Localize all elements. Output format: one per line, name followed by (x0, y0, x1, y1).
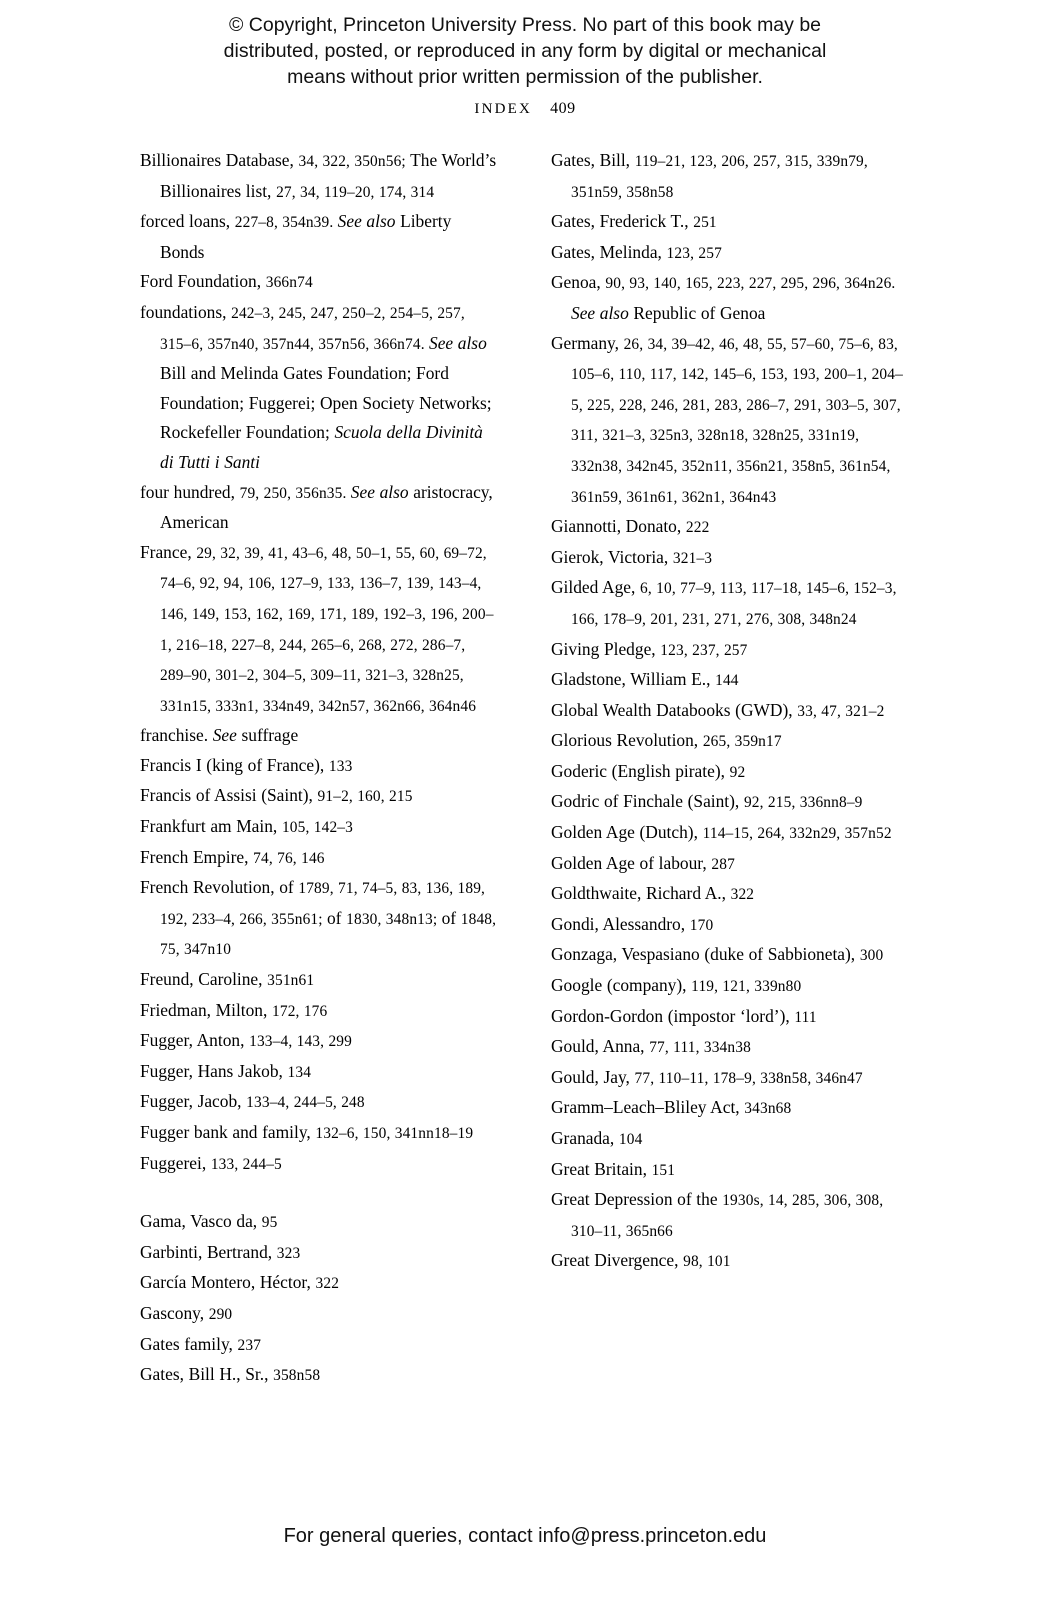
index-term: Great Divergence, (551, 1250, 684, 1271)
index-locators: 92 (729, 763, 746, 781)
index-term: Gascony, (140, 1302, 209, 1323)
index-term: Gama, Vasco da, (140, 1211, 262, 1232)
index-term: French Revolution, of (140, 877, 299, 898)
index-entry (140, 1299, 499, 1330)
index-entry (551, 910, 910, 941)
index-locators: 111 (794, 1008, 817, 1026)
running-head (0, 100, 1050, 118)
index-locators: 251 (693, 214, 717, 232)
index-entry (551, 971, 910, 1002)
index-term: Liberty Bonds (160, 211, 452, 262)
index-entry (551, 635, 910, 666)
index-entry (551, 665, 910, 696)
copyright-line-1: © Copyright, Princeton University Press. No part of this book may be (228, 14, 822, 36)
index-term: Fugger bank and family, (140, 1122, 316, 1142)
index-entry (551, 818, 910, 849)
index-locators: 119–21, 123, 206, 257, 315, 339n79, 351n59, 358n58 (571, 153, 868, 201)
index-entry (140, 965, 499, 996)
index-entry (551, 1002, 910, 1033)
index-locators: 27, 34, 119–20, 174, 314 (276, 183, 435, 201)
page-number: 409 (550, 100, 576, 117)
index-term: of (441, 907, 461, 928)
index-locators: 74, 76, 146 (253, 849, 325, 867)
index-entry (551, 238, 910, 269)
index-locators: 79, 250, 356n35. (239, 484, 351, 502)
index-entry (551, 268, 910, 328)
index-locators: 1930s, 14, 285, 306, 308, 310–11, 365n66 (571, 1192, 884, 1240)
index-entry (551, 1155, 910, 1186)
index-locators: 6, 10, 77–9, 113, 117–18, 145–6, 152–3, 166, 178–9, 201, 231, 271, 276, 308, 348n24 (571, 580, 897, 628)
index-entry (551, 1246, 910, 1277)
index-locators: 29, 32, 39, 41, 43–6, 48, 50–1, 55, 60, 69–72, 74–6, 92, 94, 106, 127–9, 133, 136–7, 139, 143–4, 146, 149, 153, 162, 169, 171, 189, 192–3, 196, 200–1, 216–18, 227–8, 244, 265–6, 268, 272, 286–7, 289–90, 301–2, 304–5, 309–11, 321–3, 328n25, 331n15, 333n1, 334n49, 342n57, 362n66, 364n46 (160, 544, 494, 715)
index-term: Great Depression of the (551, 1189, 723, 1210)
index-term: Godric of Finchale (Saint), (551, 791, 744, 812)
index-locators: 90, 93, 140, 165, 223, 227, 295, 296, 364n26. (605, 275, 896, 293)
index-locators: 114–15, 264, 332n29, 357n52 (702, 825, 892, 843)
index-term: Gondi, Alessandro, (551, 913, 690, 934)
index-entry (551, 512, 910, 543)
index-term: Great Britain, (551, 1158, 652, 1179)
index-crossref: See also (429, 332, 487, 353)
index-locators: 237 (237, 1336, 262, 1354)
index-term: Bill and Melinda Gates Foundation; Ford Foundation; Fuggerei; Open Society Networks; Rockefeller Foundation; (160, 363, 492, 443)
index-term: Global Wealth Databooks (GWD), (551, 699, 798, 720)
index-locators: 300 (859, 947, 884, 965)
index-locators: 123, 237, 257 (660, 641, 748, 659)
index-column-right (551, 146, 910, 1391)
index-crossref: See also (337, 211, 396, 232)
index-term: Gonzaga, Vespasiano (duke of Sabbioneta), (551, 944, 860, 965)
index-locators: 227–8, 354n39. (234, 214, 338, 232)
index-term: Giannotti, Donato, (551, 516, 686, 537)
index-crossref: See (212, 725, 237, 746)
index-term: Fugger, Anton, (140, 1030, 250, 1051)
index-entry (140, 538, 499, 722)
index-locators: 104 (618, 1131, 643, 1148)
copyright-line-3: means without prior written permission of the publisher. (287, 66, 763, 88)
index-entry (140, 873, 499, 965)
index-locators: 133–4, 244–5, 248 (246, 1094, 365, 1112)
index-crossref: See also (571, 302, 629, 323)
index-entry (140, 1238, 499, 1269)
index-term: Fugger, Hans Jakob, (140, 1060, 288, 1081)
index-section-gap (140, 1179, 499, 1207)
index-locators: 265, 359n17 (702, 733, 782, 751)
index-entry (551, 726, 910, 757)
index-entry (140, 207, 499, 267)
index-term: aristocracy, American (160, 481, 493, 533)
index-term: Google (company), (551, 975, 692, 996)
index-entry (551, 757, 910, 788)
index-entry (551, 1032, 910, 1063)
index-locators: 34, 322, 350n56; (298, 153, 411, 170)
index-locators: 123, 257 (666, 244, 722, 262)
index-locators: 134 (287, 1063, 312, 1081)
index-term: Gates, Frederick T., (551, 211, 694, 232)
index-term: Friedman, Milton, (140, 999, 272, 1020)
index-entry (551, 1093, 910, 1124)
index-term: Genoa, (551, 272, 606, 293)
index-locators: 1789, 71, 74–5, 83, 136, 189, 192, 233–4, 266, 355n61; (160, 880, 486, 928)
index-entry (140, 267, 499, 298)
copyright-line-2: distributed, posted, or reproduced in any form by digital or mechanical (223, 40, 827, 62)
index-term: Gates, Melinda, (551, 241, 667, 262)
index-term: Frankfurt am Main, (140, 816, 282, 837)
index-term: Goldthwaite, Richard A., (551, 883, 731, 904)
index-term: Golden Age of labour, (551, 852, 712, 873)
index-entry (140, 843, 499, 874)
index-entry (140, 298, 499, 478)
index-term: Glorious Revolution, (551, 730, 703, 751)
index-locators: 92, 215, 336nn8–9 (743, 794, 863, 812)
index-locators: 290 (208, 1305, 233, 1323)
index-term: Goderic (English pirate), (551, 760, 730, 781)
index-entry (140, 781, 499, 812)
index-term: Gates, Bill H., Sr., (140, 1364, 274, 1385)
index-locators: 77, 111, 334n38 (649, 1039, 751, 1057)
index-term: The World’s Billionaires list, (160, 150, 497, 201)
index-locators: 323 (276, 1244, 301, 1262)
index-entry (551, 1124, 910, 1155)
index-entry (551, 696, 910, 727)
index-locators: 242–3, 245, 247, 250–2, 254–5, 257, 315–6, 357n40, 357n44, 357n56, 366n74. (160, 304, 465, 353)
index-entry (140, 996, 499, 1027)
index-term: Gierok, Victoria, (551, 546, 673, 567)
index-entry (140, 1207, 499, 1238)
index-crossref: Scuola della Divinità di Tutti i Santi (160, 422, 483, 472)
index-entry (140, 1026, 499, 1057)
index-locators: 287 (711, 855, 735, 873)
index-locators: 366n74 (265, 274, 313, 292)
index-entry (140, 1118, 499, 1149)
index-term: Gilded Age, (551, 577, 640, 598)
index-locators: 105, 142–3 (281, 819, 353, 837)
index-locators: 132–6, 150, 341nn18–19 (315, 1125, 474, 1142)
index-term: Fuggerei, (140, 1152, 211, 1173)
index-column-left (140, 146, 499, 1391)
index-locators: 77, 110–11, 178–9, 338n58, 346n47 (634, 1069, 863, 1087)
index-term: suffrage (236, 725, 299, 746)
index-locators: 98, 101 (683, 1253, 731, 1271)
index-term: Francis I (king of France), (140, 754, 329, 775)
index-entry (551, 207, 910, 238)
index-locators: 144 (715, 672, 739, 690)
index-term: forced loans, (140, 211, 235, 232)
index-term: Garbinti, Bertrand, (140, 1241, 277, 1262)
index-locators: 133 (328, 757, 353, 775)
index-locators: 1830, 348n13; (346, 910, 442, 928)
index-entry (551, 146, 910, 207)
index-locators: 91–2, 160, 215 (317, 788, 413, 806)
index-entry (551, 329, 910, 513)
index-entry (140, 146, 499, 207)
index-term: four hundred, (140, 481, 240, 502)
index-term: Gould, Anna, (551, 1036, 650, 1057)
running-head-label: INDEX (474, 101, 533, 117)
index-term: Ford Foundation, (140, 271, 266, 292)
index-entry (140, 1087, 499, 1118)
index-columns (140, 146, 910, 1391)
index-locators: 26, 34, 39–42, 46, 48, 55, 57–60, 75–6, 83, 105–6, 110, 117, 142, 145–6, 153, 193, 200–1, 204–5, 225, 228, 246, 281, 283, 286–7, 291, 303–5, 307, 311, 321–3, 325n3, 328n18, 328n25, 331n19, 332n38, 342n45, 352n11, 356n21, 358n5, 361n54, 361n59, 361n61, 362n1, 364n43 (571, 335, 903, 506)
index-entry (551, 787, 910, 818)
index-entry (140, 751, 499, 782)
index-locators: 133, 244–5 (210, 1155, 282, 1173)
index-locators: 151 (651, 1161, 676, 1179)
index-term: Francis of Assisi (Saint), (140, 785, 318, 806)
index-entry (140, 812, 499, 843)
index-locators: 321–3 (672, 549, 713, 567)
index-locators: 170 (689, 916, 714, 934)
index-entry (140, 1268, 499, 1299)
index-entry (140, 1360, 499, 1391)
index-locators: 351n61 (267, 972, 315, 990)
index-term: of (326, 907, 347, 928)
index-locators: 33, 47, 321–2 (797, 702, 885, 720)
index-term: Gould, Jay, (551, 1066, 635, 1087)
index-term: Germany, (551, 332, 624, 353)
index-crossref: See also (350, 481, 409, 502)
index-entry (140, 1330, 499, 1361)
index-entry (551, 940, 910, 971)
index-locators: 1848, 75, 347n10 (160, 910, 497, 959)
index-entry (140, 478, 499, 538)
index-locators: 322 (315, 1275, 340, 1293)
index-term: Granada, (551, 1128, 619, 1148)
index-term: France, (140, 541, 197, 562)
index-term: Gates family, (140, 1333, 238, 1354)
footer-queries: For general queries, contact info@press.princeton.edu (283, 1525, 767, 1547)
index-term: Republic of Genoa (628, 302, 766, 323)
index-entry (551, 849, 910, 880)
index-entry (140, 1057, 499, 1088)
index-locators: 172, 176 (272, 1002, 328, 1020)
index-term: foundations, (140, 301, 232, 322)
index-locators: 322 (730, 886, 755, 904)
index-locators: 358n58 (273, 1367, 321, 1385)
index-locators: 343n68 (744, 1100, 792, 1118)
index-term: Gramm–Leach–Bliley Act, (551, 1097, 745, 1118)
index-locators: 133–4, 143, 299 (249, 1033, 352, 1051)
index-entry (551, 573, 910, 634)
index-term: Golden Age (Dutch), (551, 822, 703, 843)
index-entry (551, 879, 910, 910)
index-entry (551, 1185, 910, 1246)
index-locators: 95 (261, 1214, 278, 1232)
index-term: García Montero, Héctor, (140, 1272, 316, 1293)
index-term: Billionaires Database, (140, 150, 299, 170)
index-entry (140, 1149, 499, 1180)
index-term: Freund, Caroline, (140, 969, 268, 990)
index-entry (140, 721, 499, 751)
index-entry (551, 543, 910, 574)
index-term: Gordon-Gordon (impostor ‘lord’), (551, 1005, 795, 1026)
index-term: Gladstone, William E., (551, 669, 716, 690)
index-term: French Empire, (140, 846, 254, 867)
index-term: franchise. (140, 725, 213, 746)
index-term: Giving Pledge, (551, 638, 661, 659)
index-entry (551, 1063, 910, 1094)
index-locators: 222 (685, 519, 710, 537)
copyright-notice (0, 12, 1050, 90)
index-locators: 119, 121, 339n80 (691, 978, 802, 996)
index-term: Gates, Bill, (551, 150, 635, 170)
index-term: Fugger, Jacob, (140, 1091, 247, 1112)
